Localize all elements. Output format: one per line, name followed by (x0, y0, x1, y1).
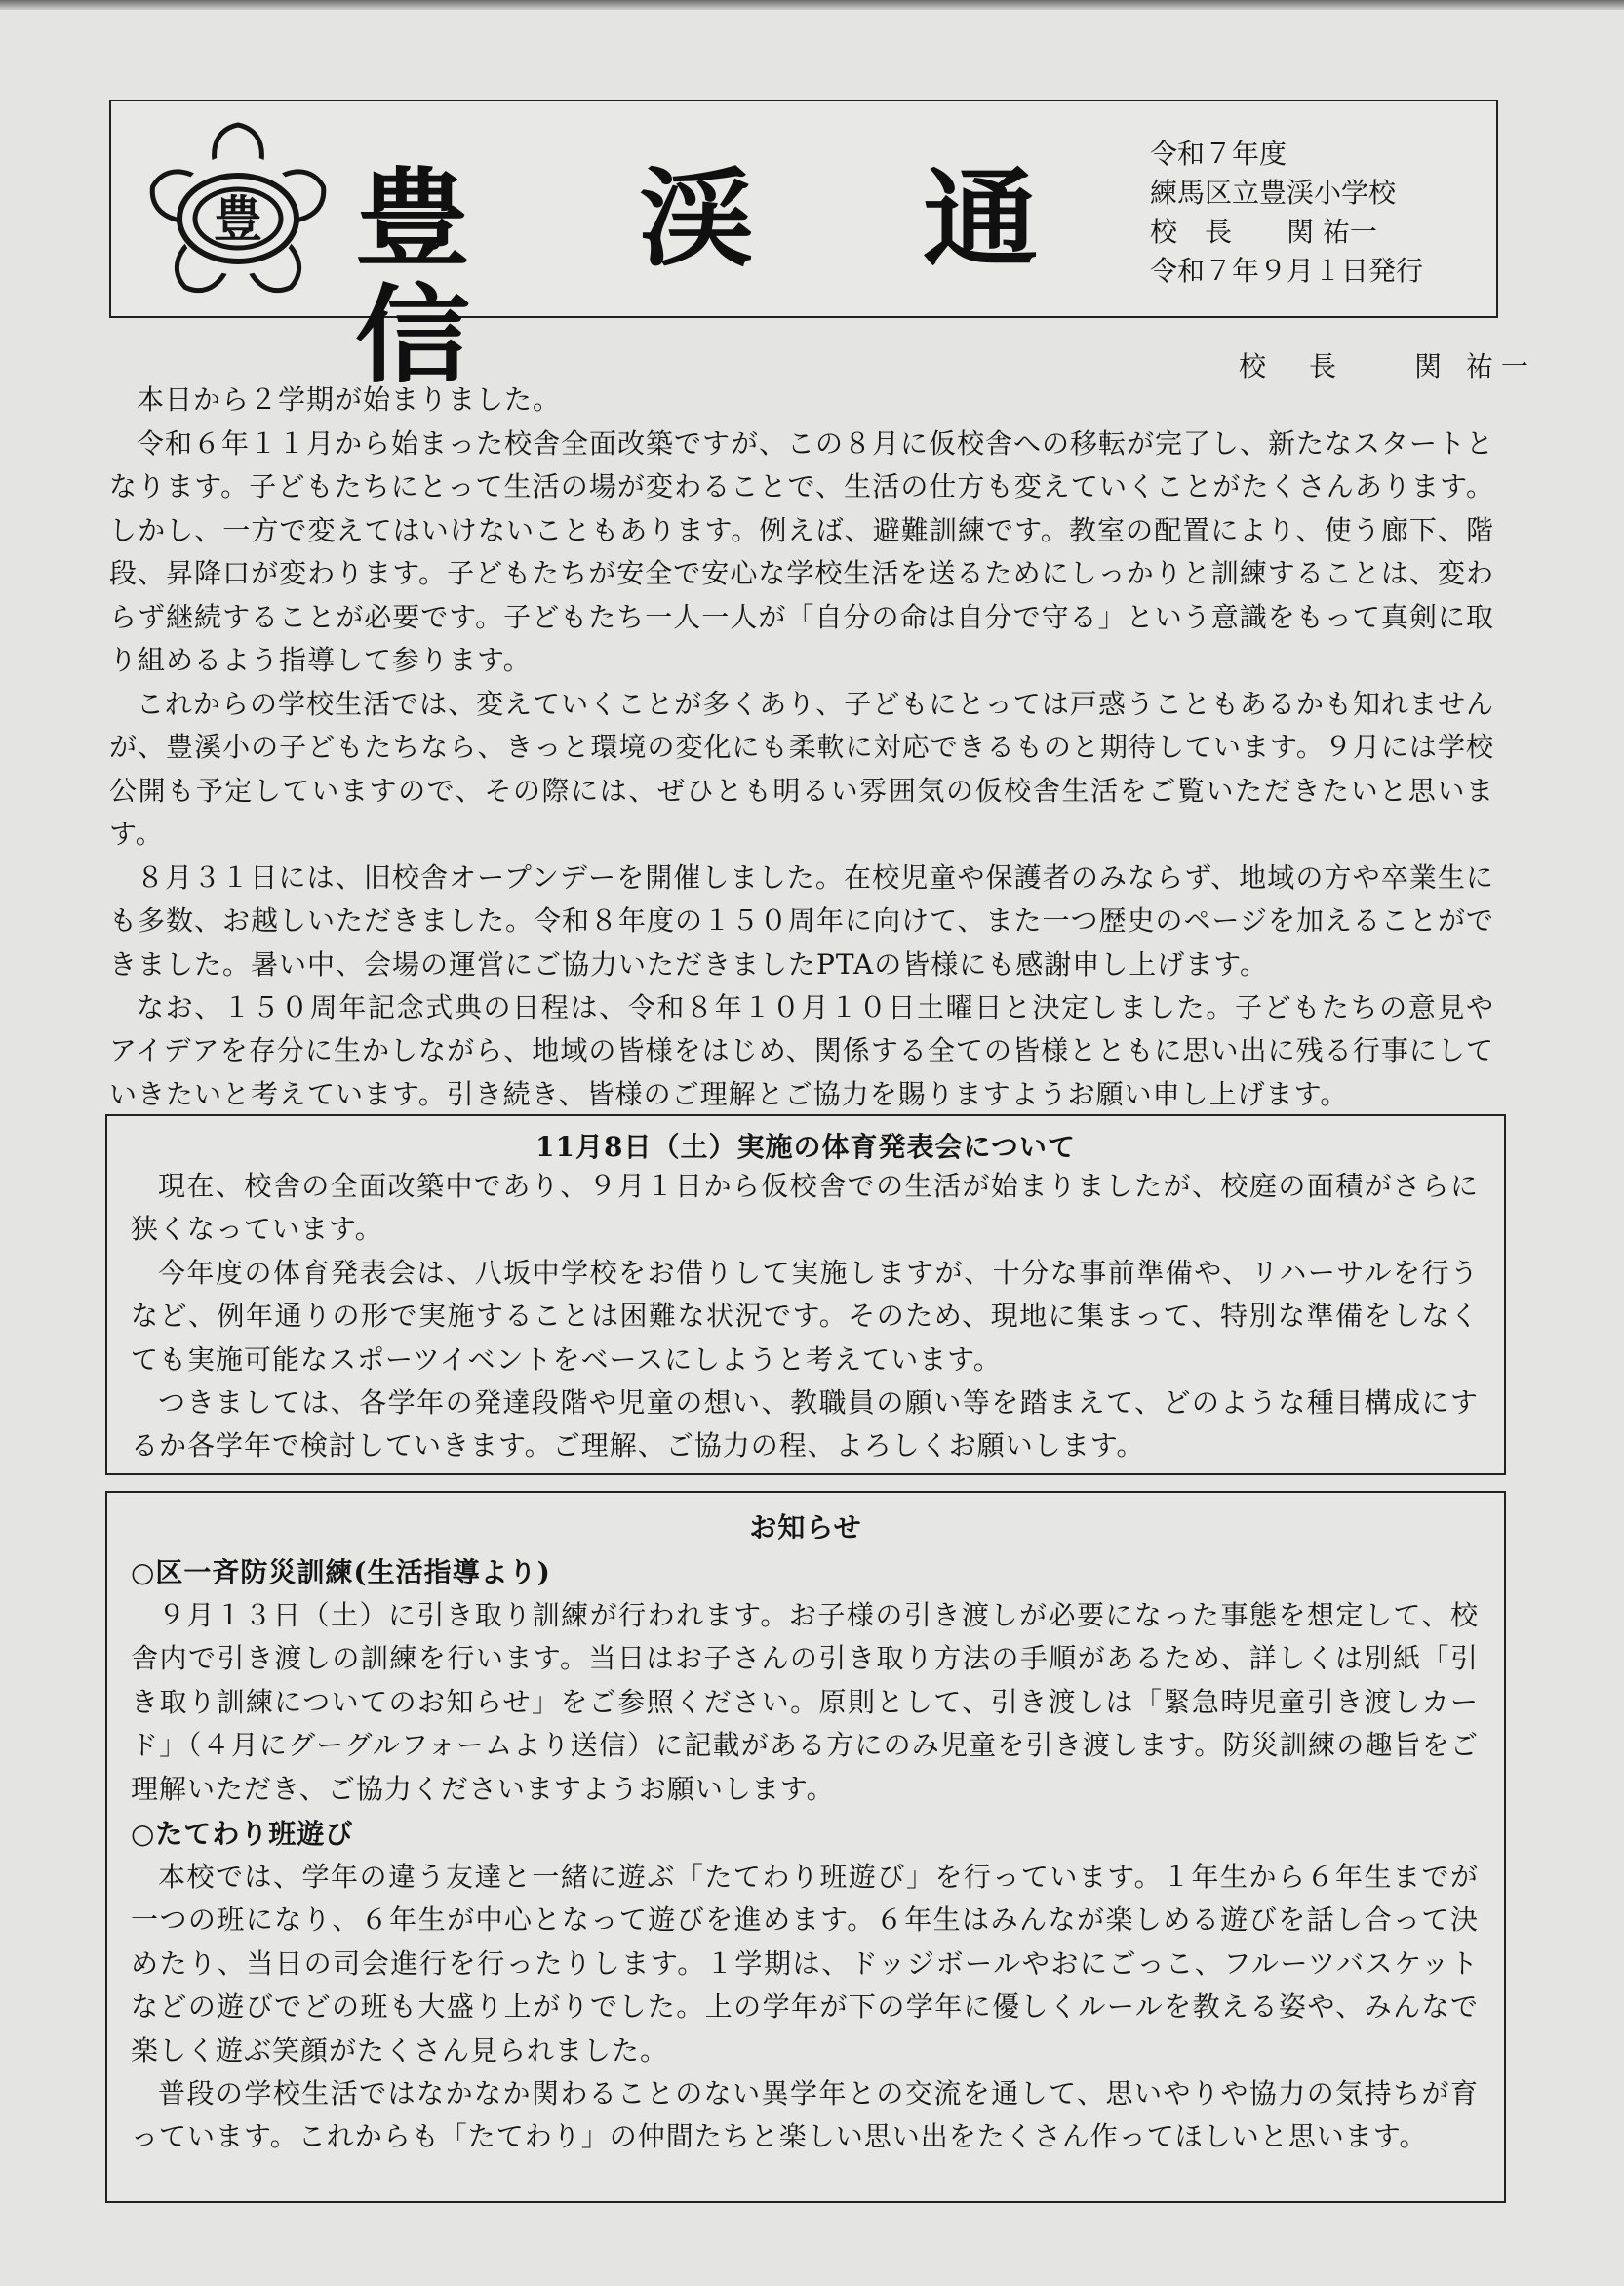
svg-text:豊: 豊 (214, 190, 262, 248)
principal-line: 校 長 関 祐一 (1150, 216, 1377, 248)
sports-paragraph-2: 今年度の体育発表会は、八坂中学校をお借りして実施しますが、十分な事前準備や、リハーサルを行うなど、例年通りの形で実施することは困難な状況です。そのため、現地に集まって、特別な準備をしなくても実施可能なスポーツイベントをベースにしようと考えています。 (131, 1257, 1479, 1376)
article-paragraph-5: なお、１５０周年記念式典の日程は、令和８年１０月１０日土曜日と決定しました。子どもたちの意見やアイデアを存分に生かしながら、地域の皆様をはじめ、関係する全ての皆様とともに思い出に残る行事にしていきたいと考えています。引き続き、皆様のご理解とご協力を賜りますようお願い申し上げます。 (109, 991, 1494, 1110)
newsletter-header (109, 100, 1498, 398)
sports-festival-section (105, 1114, 1506, 1475)
notice-section-title: お知らせ (749, 1511, 862, 1544)
article-author: 校 長 関 祐一 (1239, 350, 1536, 382)
masthead-title: 豊 渓 通 信 (355, 155, 1103, 398)
school-name: 練馬区立豊渓小学校 (1150, 177, 1397, 209)
play-text-2: 普段の学校生活ではなかなか関わることのない異学年との交流を通して、思いやりや協力の気持ちが育っています。これからも「たてわり」の仲間たちと楽しい思い出をたくさん作ってほしいと思います。 (131, 2077, 1479, 2153)
article-paragraph-4: ８月３１日には、旧校舎オープンデーを開催しました。在校児童や保護者のみならず、地域の方や卒業生にも多数、お越しいただきました。令和８年度の１５０周年に向けて、また一つ歴史のページを加えることができました。暑い中、会場の運営にご協力いただきましたPTAの皆様にも感謝申し上げます。 (109, 862, 1494, 981)
sports-paragraph-3: つきましては、各学年の発達段階や児童の想い、教職員の願い等を踏まえて、どのような種目構成にするか各学年で検討していきます。ご理解、ご協力の程、よろしくお願いします。 (131, 1386, 1479, 1463)
drill-text: ９月１３日（土）に引き取り訓練が行われます。お子様の引き渡しが必要になった事態を想定して、校舎内で引き渡しの訓練を行います。当日はお子さんの引き取り方法の手順があるため、詳しくは別紙「引き取り訓練についてのお知らせ」をご参照ください。原則として、引き渡しは「緊急時児童引き渡しカード」（４月にグーグルフォームより送信）に記載がある方にのみ児童を引き渡します。防災訓練の趣旨をご理解いただき、ご協力くださいますようお願いします。 (131, 1599, 1479, 1805)
sports-paragraph-1: 現在、校舎の全面改築中であり、９月１日から仮校舎での生活が始まりましたが、校庭の面積がさらに狭くなっています。 (131, 1170, 1479, 1246)
scan-edge (0, 0, 1624, 10)
drill-heading: ○区一斉防災訓練(生活指導より) (131, 1556, 551, 1588)
issue-date: 令和７年９月１日発行 (1150, 255, 1424, 287)
article-paragraph-1: 本日から２学期が始まりました。 (137, 383, 562, 416)
notice-section (105, 1491, 1506, 2203)
play-heading: ○たてわり班遊び (131, 1818, 354, 1850)
play-text-1: 本校では、学年の違う友達と一緒に遊ぶ「たてわり班遊び」を行っています。１年生から６年生までが一つの班になり、６年生が中心となって遊びを進めます。６年生はみんなが楽しめる遊びを話し合って決めたり、当日の司会進行を行ったりします。１学期は、ドッジボールやおにごっこ、フルーツバスケットなどの遊びでどの班も大盛り上がりでした。上の学年が下の学年に優しくルールを教える姿や、みんなで楽しく遊ぶ笑顔がたくさん見られました。 (131, 1861, 1479, 2066)
header-info (1150, 135, 1491, 291)
sports-section-title: 11月8日（土）実施の体育発表会について (535, 1131, 1076, 1163)
article-paragraph-3: これからの学校生活では、変えていくことが多くあり、子どもにとっては戸惑うこともあるかも知れませんが、豊溪小の子どもたちなら、きっと環境の変化にも柔軟に対応できるものと期待しています。９月には学校公開も予定していますので、その際には、ぜひとも明るい雰囲気の仮校舎生活をご覧いただきたいと思います。 (109, 688, 1494, 851)
article-paragraph-2: 令和６年１１月から始まった校舎全面改築ですが、この８月に仮校舎への移転が完了し、新たなスタートとなります。子どもたちにとって生活の場が変わることで、生活の仕方も変えていくことがたくさんあります。しかし、一方で変えてはいけないこともあります。例えば、避難訓練です。教室の配置により、使う廊下、階段、昇降口が変わります。子どもたちが安全で安心な学校生活を送るためにしっかりと訓練することは、変わらず継続することが必要です。子どもたち一人一人が「自分の命は自分で守る」という意識をもって真剣に取り組めるよう指導して参ります。 (109, 427, 1495, 677)
school-emblem-icon (140, 113, 336, 308)
fiscal-year: 令和７年度 (1150, 138, 1287, 170)
